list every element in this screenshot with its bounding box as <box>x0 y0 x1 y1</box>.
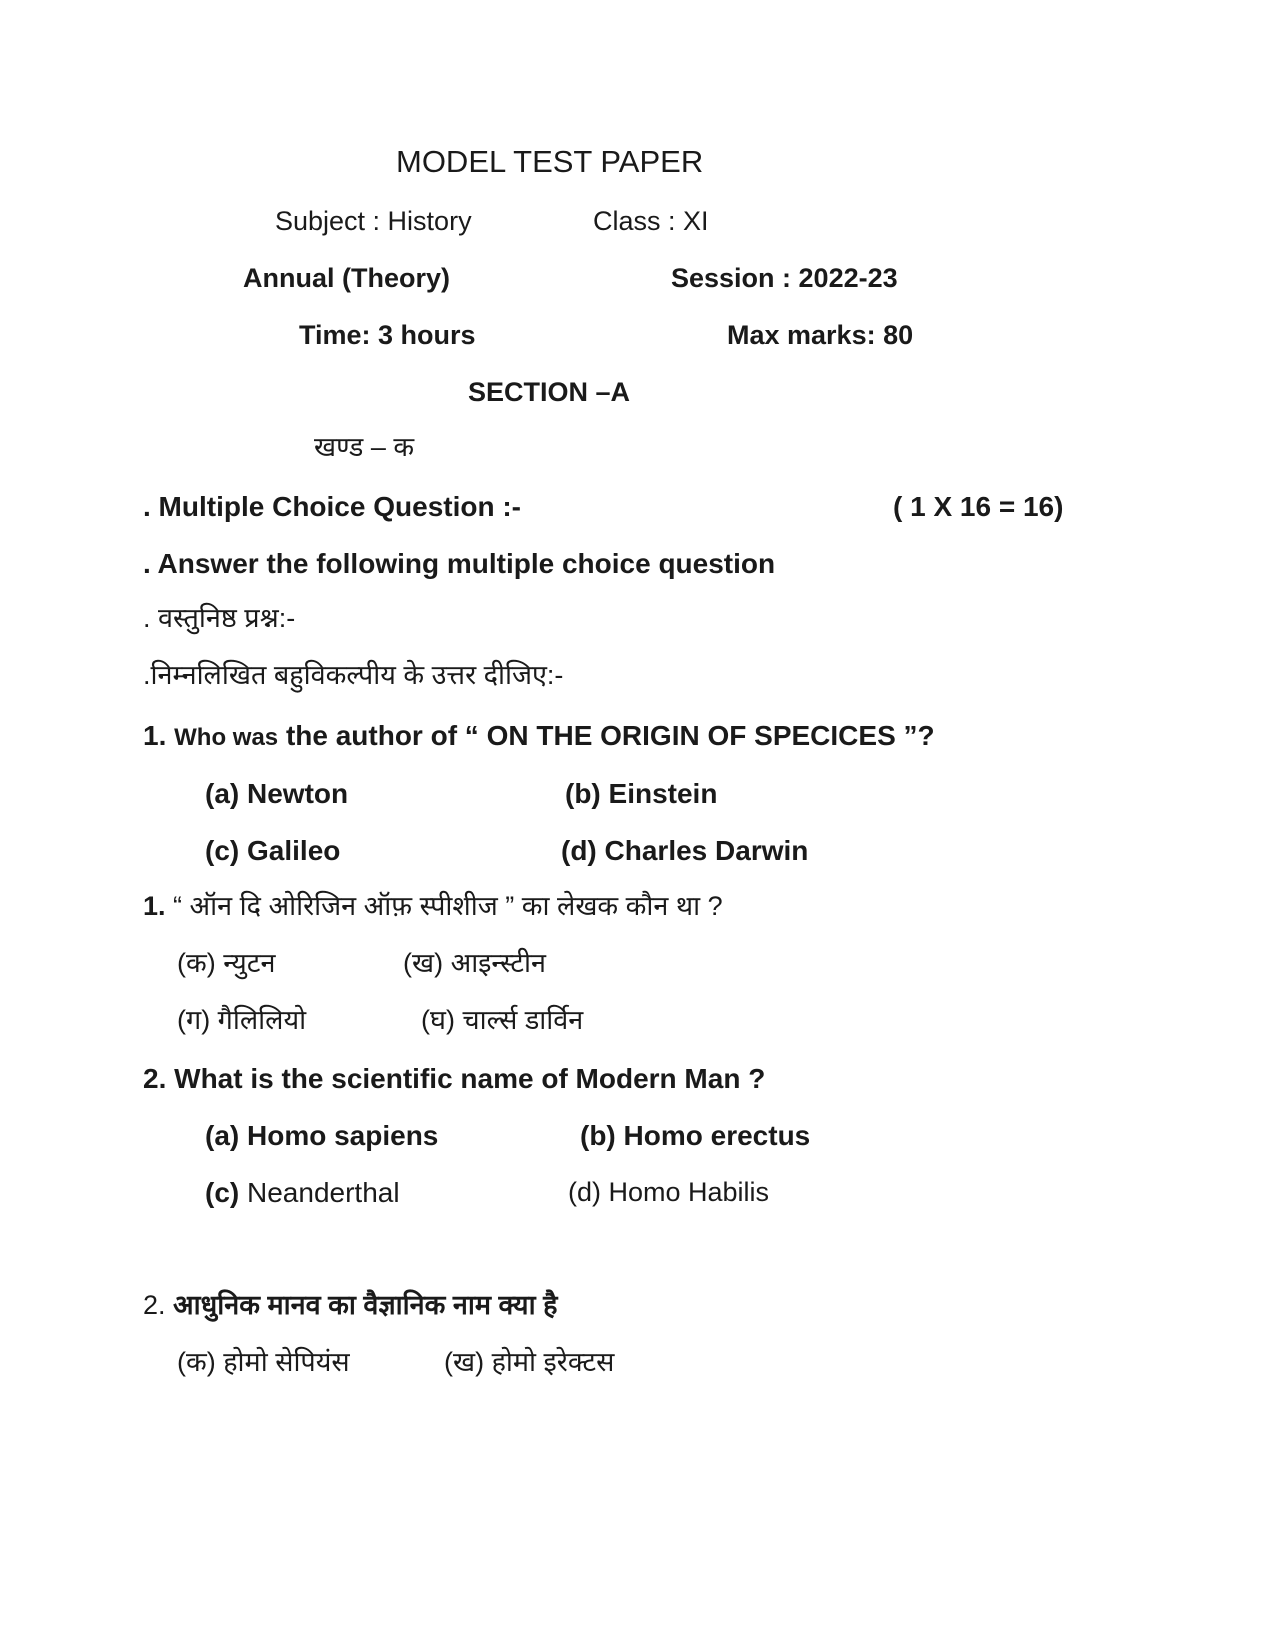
mcq-heading: . Multiple Choice Question :- <box>143 491 521 522</box>
option-ga: (ग) गैलिलियो <box>177 1005 307 1035</box>
option-ka: (क) न्युटन <box>177 948 276 978</box>
question-number: 1. <box>143 720 167 751</box>
question-number: 2. <box>143 1290 166 1320</box>
question-number: 2. <box>143 1063 167 1094</box>
option-c <box>205 1179 400 1207</box>
option-letter: (c) <box>205 1177 240 1208</box>
question-number: 1. <box>143 891 166 921</box>
option-gha: (घ) चार्ल्स डार्विन <box>421 1005 584 1035</box>
option-kha: (ख) आइन्स्टीन <box>403 948 546 978</box>
option-ka: (क) होमो सेपियंस <box>177 1347 350 1377</box>
option-text: Neanderthal <box>247 1177 400 1208</box>
option-a: (a) Homo sapiens <box>205 1120 439 1151</box>
session-label: Session : 2022-23 <box>671 263 898 293</box>
exam-type: Annual (Theory) <box>243 263 450 293</box>
hindi-answer-instruction: .निम्नलिखित बहुविकल्पीय के उत्तर दीजिए:- <box>143 660 564 690</box>
option-d: (d) Charles Darwin <box>561 835 809 866</box>
marks-distribution: ( 1 X 16 = 16) <box>893 491 1064 522</box>
section-title-hindi: खण्ड – क <box>314 432 415 462</box>
hindi-objective-heading: . वस्तुनिष्ठ प्रश्न:- <box>143 603 296 633</box>
option-kha: (ख) होमो इरेक्टस <box>444 1347 615 1377</box>
question-2-english <box>143 1065 765 1093</box>
option-a: (a) Newton <box>205 778 349 809</box>
option-c: (c) Galileo <box>205 835 341 866</box>
question-prefix: Who was <box>174 724 279 751</box>
question-1-english <box>143 722 935 750</box>
option-b: (b) Einstein <box>565 778 718 809</box>
answer-instruction: . Answer the following multiple choice question <box>143 548 776 579</box>
section-title: SECTION –A <box>468 377 631 407</box>
time-label: Time: 3 hours <box>299 320 476 350</box>
option-b: (b) Homo erectus <box>580 1120 811 1151</box>
question-text: What is the scientific name of Modern Man ? <box>174 1063 766 1094</box>
option-d: (d) Homo Habilis <box>568 1177 770 1207</box>
question-1-hindi <box>143 893 723 920</box>
class-label: Class : XI <box>593 206 709 236</box>
paper-title: MODEL TEST PAPER <box>396 144 704 179</box>
question-text: आधुनिक मानव का वैज्ञानिक नाम क्या है <box>173 1290 558 1320</box>
question-text: the author of “ ON THE ORIGIN OF SPECICES ”? <box>285 720 935 751</box>
max-marks-label: Max marks: 80 <box>727 320 914 350</box>
question-2-hindi <box>143 1292 557 1319</box>
subject-label: Subject : History <box>275 206 472 236</box>
question-text: “ ऑन दि ओरिजिन ऑफ़ स्पीशीज ” का लेखक कौन था ? <box>173 891 723 921</box>
